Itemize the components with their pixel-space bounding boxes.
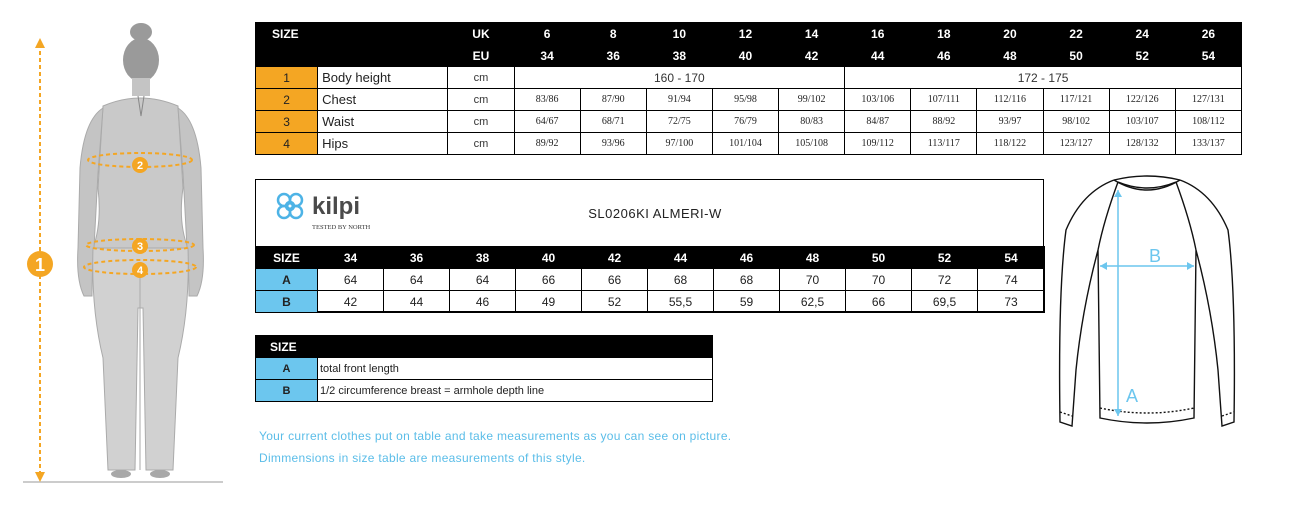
table-cell: 98/102 (1043, 111, 1109, 133)
eu-size: 50 (1043, 45, 1109, 67)
uk-size: 20 (977, 23, 1043, 45)
table-cell: 103/107 (1109, 111, 1175, 133)
legend-header (256, 336, 713, 358)
table-cell: 55,5 (648, 291, 714, 313)
uk-size: 24 (1109, 23, 1175, 45)
uk-size: 26 (1175, 23, 1241, 45)
product-table-header (256, 247, 1045, 269)
table-cell: 80/83 (779, 111, 845, 133)
blank-cell (256, 45, 448, 67)
row-label: A (256, 358, 318, 380)
row-unit: cm (448, 111, 514, 133)
row-label: Body height (318, 67, 448, 89)
size-table (255, 22, 1242, 155)
eu-size: 42 (779, 45, 845, 67)
table-cell: 97/100 (646, 133, 712, 155)
table-cell: 68/71 (580, 111, 646, 133)
uk-size: 18 (911, 23, 977, 45)
table-cell: 109/112 (845, 133, 911, 155)
size-column-header: 40 (516, 247, 582, 269)
row-unit: cm (448, 89, 514, 111)
size-column-header: 42 (582, 247, 648, 269)
legend-description: total front length (318, 358, 713, 380)
row-label: B (256, 291, 318, 313)
size-column-header: 54 (978, 247, 1045, 269)
svg-text:kilpi: kilpi (312, 193, 361, 220)
size-column-header: 44 (648, 247, 714, 269)
knot-icon (278, 194, 302, 218)
table-cell: 62,5 (780, 291, 846, 313)
row-number: 2 (256, 89, 318, 111)
marker-2 (132, 157, 148, 173)
svg-text:3: 3 (136, 241, 144, 253)
table-cell: 74 (978, 269, 1045, 291)
table-cell: 112/116 (977, 89, 1043, 111)
row-label: Waist (318, 111, 448, 133)
uk-size: 16 (845, 23, 911, 45)
table-cell: 88/92 (911, 111, 977, 133)
eu-size: 44 (845, 45, 911, 67)
table-cell: 69,5 (912, 291, 978, 313)
table-cell: 68 (714, 269, 780, 291)
row-label: Chest (318, 89, 448, 111)
table-cell: 64 (384, 269, 450, 291)
uk-size: 12 (712, 23, 778, 45)
eu-size: 34 (514, 45, 580, 67)
product-title: SL0206KI ALMERI-W (588, 206, 722, 221)
uk-size: 10 (646, 23, 712, 45)
eu-size: 38 (646, 45, 712, 67)
table-cell: 133/137 (1175, 133, 1241, 155)
table-row-body-height (256, 67, 1242, 89)
table-cell: 70 (780, 269, 846, 291)
table-cell: 113/117 (911, 133, 977, 155)
table-cell: 107/111 (911, 89, 977, 111)
table-cell: 52 (582, 291, 648, 313)
table-cell: 66 (846, 291, 912, 313)
table-row-waist (256, 111, 1242, 133)
row-unit: cm (448, 133, 514, 155)
table-cell: 76/79 (712, 111, 778, 133)
table-row-a (256, 269, 1045, 291)
table-cell: 128/132 (1109, 133, 1175, 155)
table-cell: 93/96 (580, 133, 646, 155)
legend-description: 1/2 circumference breast = armhole depth line (318, 380, 713, 402)
table-cell: 66 (516, 269, 582, 291)
table-cell: 44 (384, 291, 450, 313)
instruction-note: Your current clothes put on table and take measurements as you can see on picture. (259, 429, 732, 443)
row-label: A (256, 269, 318, 291)
blank-cell (318, 336, 713, 358)
table-cell: 105/108 (779, 133, 845, 155)
table-cell: 103/106 (845, 89, 911, 111)
table-cell: 42 (318, 291, 384, 313)
marker-3 (132, 238, 148, 254)
row-unit: cm (448, 67, 514, 89)
table-cell: 91/94 (646, 89, 712, 111)
eu-size: 48 (977, 45, 1043, 67)
eu-label: EU (448, 45, 514, 67)
table-cell: 127/131 (1175, 89, 1241, 111)
table-cell: 72 (912, 269, 978, 291)
table-cell: 123/127 (1043, 133, 1109, 155)
size-header: SIZE (256, 336, 318, 358)
table-cell: 64/67 (514, 111, 580, 133)
table-cell: 87/90 (580, 89, 646, 111)
row-number: 3 (256, 111, 318, 133)
table-cell: 117/121 (1043, 89, 1109, 111)
marker-4 (132, 262, 148, 278)
table-row-chest (256, 89, 1242, 111)
eu-size: 36 (580, 45, 646, 67)
uk-size: 22 (1043, 23, 1109, 45)
uk-size: 6 (514, 23, 580, 45)
table-cell: 99/102 (779, 89, 845, 111)
instruction-note: Dimmensions in size table are measurements of this style. (259, 451, 586, 465)
size-column-header: 48 (780, 247, 846, 269)
table-cell: 83/86 (514, 89, 580, 111)
table-cell: 118/122 (977, 133, 1043, 155)
table-cell: 59 (714, 291, 780, 313)
legend-row-b (256, 380, 713, 402)
legend-row-a (256, 358, 713, 380)
height-range: 172 - 175 (845, 67, 1242, 89)
shirt-diagram (1052, 170, 1242, 450)
table-row-b (256, 291, 1045, 313)
marker-1 (27, 251, 53, 277)
size-column-header: 36 (384, 247, 450, 269)
eu-size: 46 (911, 45, 977, 67)
table-cell: 95/98 (712, 89, 778, 111)
row-number: 1 (256, 67, 318, 89)
size-table-uk-row (256, 23, 1242, 45)
size-column-header: 52 (912, 247, 978, 269)
table-cell: 108/112 (1175, 111, 1241, 133)
table-cell: 89/92 (514, 133, 580, 155)
size-column-header: 46 (714, 247, 780, 269)
uk-label: UK (448, 23, 514, 45)
table-cell: 72/75 (646, 111, 712, 133)
kilpi-logo (272, 184, 382, 236)
table-cell: 68 (648, 269, 714, 291)
marker-b: B (1149, 246, 1162, 266)
height-range: 160 - 170 (514, 67, 845, 89)
svg-text:1: 1 (34, 255, 46, 275)
row-label: B (256, 380, 318, 402)
table-row-hips (256, 133, 1242, 155)
table-cell: 64 (318, 269, 384, 291)
svg-text:2: 2 (136, 160, 144, 172)
row-number: 4 (256, 133, 318, 155)
table-cell: 64 (450, 269, 516, 291)
uk-size: 8 (580, 23, 646, 45)
marker-a: A (1126, 386, 1139, 406)
table-cell: 46 (450, 291, 516, 313)
body-measurement-figure (18, 8, 228, 488)
product-size-table (255, 246, 1045, 313)
uk-size: 14 (779, 23, 845, 45)
table-cell: 101/104 (712, 133, 778, 155)
eu-size: 40 (712, 45, 778, 67)
table-cell: 70 (846, 269, 912, 291)
measurement-legend-table (255, 335, 713, 402)
table-cell: 73 (978, 291, 1045, 313)
size-column-header: 38 (450, 247, 516, 269)
table-cell: 122/126 (1109, 89, 1175, 111)
table-cell: 93/97 (977, 111, 1043, 133)
size-column-header: 34 (318, 247, 384, 269)
size-header: SIZE (256, 23, 448, 45)
eu-size: 52 (1109, 45, 1175, 67)
svg-text:4: 4 (136, 265, 144, 277)
table-cell: 84/87 (845, 111, 911, 133)
size-table-eu-row (256, 45, 1242, 67)
size-header: SIZE (256, 247, 318, 269)
eu-size: 54 (1175, 45, 1241, 67)
size-column-header: 50 (846, 247, 912, 269)
table-cell: 49 (516, 291, 582, 313)
table-cell: 66 (582, 269, 648, 291)
row-label: Hips (318, 133, 448, 155)
svg-text:TESTED BY NORTH: TESTED BY NORTH (312, 224, 371, 231)
